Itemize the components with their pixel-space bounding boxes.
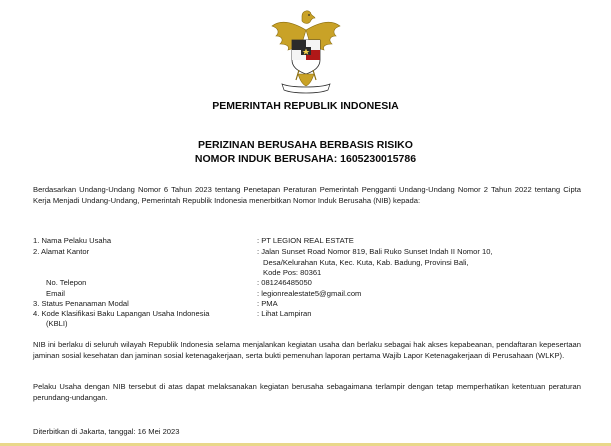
- field-value-alamat-3: Kode Pos: 80361: [263, 268, 322, 277]
- field-value-nama: : PT LEGION REAL ESTATE: [257, 236, 354, 245]
- validity-paragraph: NIB ini berlaku di seluruh wilayah Republik Indonesia selama menjalankan kegiatan usaha dan berlaku sebagai hak akses kepabeanan, pendaftaran kepesertaan jaminan sosial kesehatan dan jaminan sosial ketenagakerjaan, serta bukti pemenuhan laporan pertama Wajib Lapor Ketenagakerjaan di Perusahaan (WLKP).: [33, 340, 581, 360]
- field-value-alamat-1: : Jalan Sunset Road Nomor 819, Bali Ruko Sunset Indah II Nomor 10,: [257, 247, 493, 256]
- page-title: PEMERINTAH REPUBLIK INDONESIA: [212, 100, 399, 112]
- nib-number: NOMOR INDUK BERUSAHA: 1605230015786: [194, 153, 417, 165]
- field-value-telepon: : 081246485050: [257, 278, 312, 287]
- intro-paragraph: Berdasarkan Undang-Undang Nomor 6 Tahun 2023 tentang Penetapan Peraturan Pemerintah Pengganti Undang-Undang Nomor 2 Tahun 2022 tentang Cipta Kerja Menjadi Undang-Undang, Pemerintah Republik Indonesia menerbitkan Nomor Induk Berusaha (NIB) kepada:: [33, 185, 581, 205]
- field-label-alamat: 2. Alamat Kantor: [33, 247, 90, 256]
- field-label-status: 3. Status Penanaman Modal: [33, 299, 129, 308]
- field-value-status: : PMA: [257, 299, 278, 308]
- field-label-nama: 1. Nama Pelaku Usaha: [33, 236, 112, 245]
- field-label-email: Email: [46, 289, 65, 298]
- field-label-telepon: No. Telepon: [46, 278, 87, 287]
- field-label-kbli: 4. Kode Klasifikasi Baku Lapangan Usaha Indonesia: [33, 309, 210, 318]
- document-subtitle: PERIZINAN BERUSAHA BERBASIS RISIKO: [198, 139, 413, 151]
- garuda-emblem-icon: [268, 4, 344, 96]
- field-value-kbli[interactable]: : Lihat Lampiran: [257, 309, 312, 318]
- issued-date: Diterbitkan di Jakarta, tanggal: 16 Mei 2023: [33, 427, 180, 436]
- field-value-alamat-2: Desa/Kelurahan Kuta, Kec. Kuta, Kab. Badung, Provinsi Bali,: [263, 258, 469, 267]
- obligation-paragraph: Pelaku Usaha dengan NIB tersebut di atas dapat melaksanakan kegiatan berusaha sebagaimana terlampir dengan tetap memperhatikan ketentuan peraturan perundang-undangan.: [33, 382, 581, 402]
- field-label-kbli-2: (KBLI): [46, 319, 68, 328]
- field-value-email: : legionrealestate5@gmail.com: [257, 289, 362, 298]
